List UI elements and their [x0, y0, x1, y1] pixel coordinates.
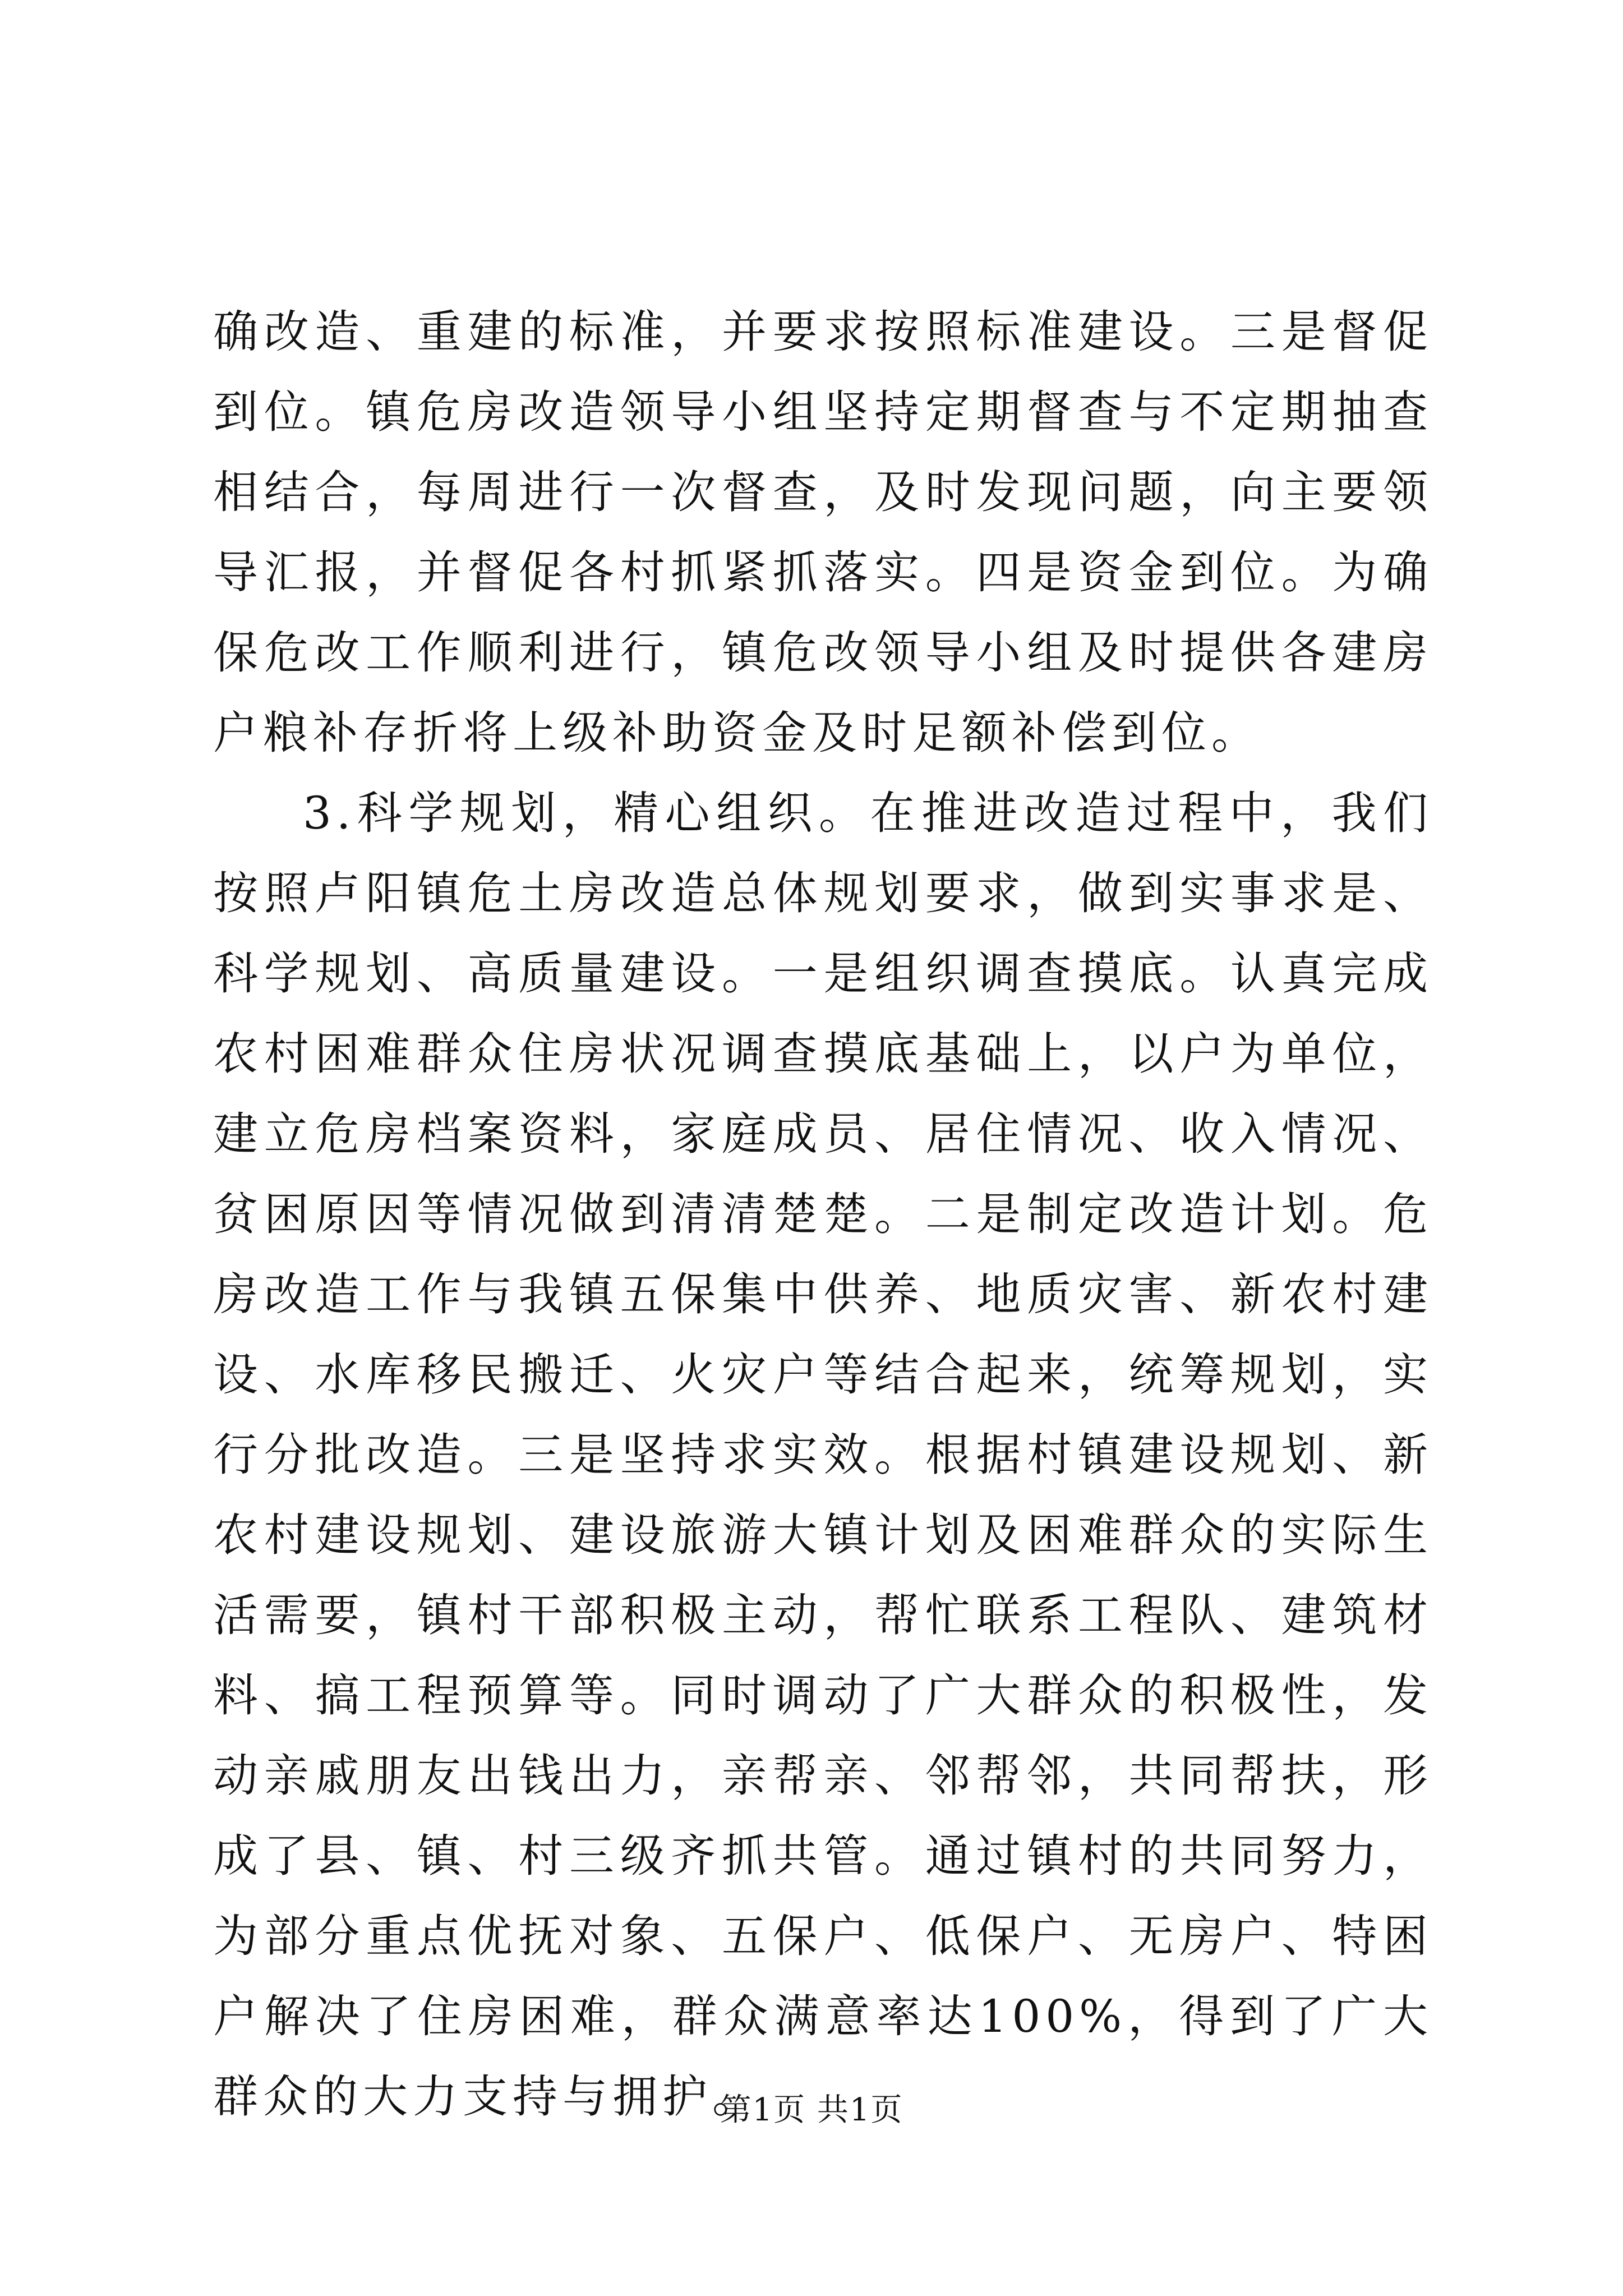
- paragraph-section-3: 3.科学规划，精心组织。在推进改造过程中，我们按照卢阳镇危土房改造总体规划要求，做到实事求是、科学规划、高质量建设。一是组织调查摸底。认真完成农村困难群众住房状况调查摸底基础上，以户为单位，建立危房档案资料，家庭成员、居住情况、收入情况、贫困原因等情况做到清清楚楚。二是制定改造计划。危房改造工作与我镇五保集中供养、地质灾害、新农村建设、水库移民搬迁、火灾户等结合起来，统筹规划，实行分批改造。三是坚持求实效。根据村镇建设规划、新农村建设规划、建设旅游大镇计划及困难群众的实际生活需要，镇村干部积极主动，帮忙联系工程队、建筑材料、搞工程预算等。同时调动了广大群众的积极性，发动亲戚朋友出钱出力，亲帮亲、邻帮邻，共同帮扶，形成了县、镇、村三级齐抓共管。通过镇村的共同努力，为部分重点优抚对象、五保户、低保户、无房户、特困户解决了住房困难，群众满意率达100%，得到了广大群众的大力支持与拥护。: [213, 787, 1433, 2123]
- page-footer: 第1页 共1页: [720, 2092, 903, 2128]
- document-body: [213, 292, 1433, 2137]
- paragraph-continuation: 确改造、重建的标准，并要求按照标准建设。三是督促到位。镇危房改造领导小组坚持定期督查与不定期抽查相结合，每周进行一次督查，及时发现问题，向主要领导汇报，并督促各村抓紧抓落实。四是资金到位。为确保危改工作顺利进行，镇危改领导小组及时提供各建房户粮补存折将上级补助资金及时足额补偿到位。: [213, 306, 1433, 759]
